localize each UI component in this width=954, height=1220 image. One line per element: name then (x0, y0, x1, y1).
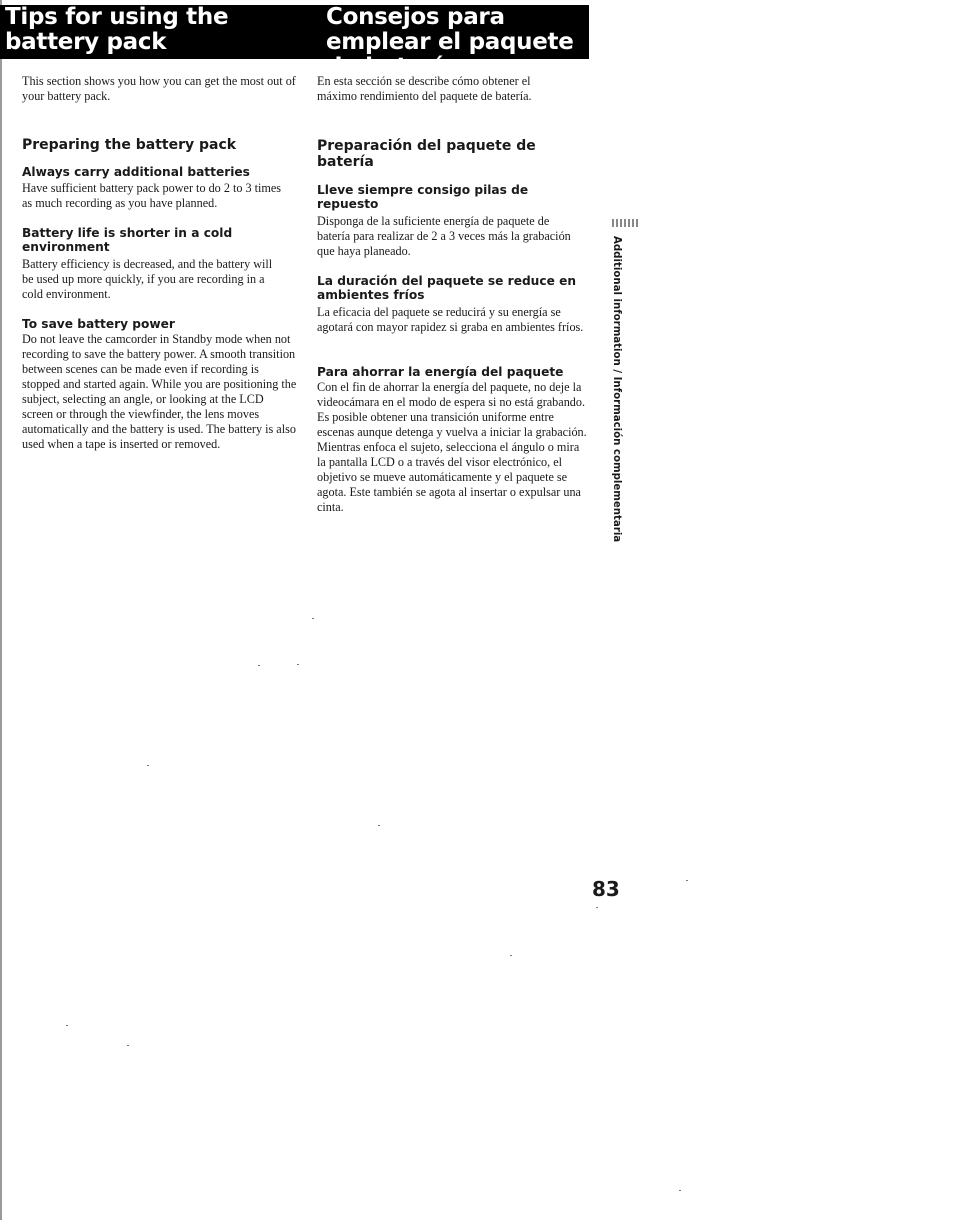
side-tab (609, 236, 623, 543)
page-number: 83 (592, 877, 620, 901)
spanish-section-heading: Preparación del paquete de batería (317, 138, 536, 170)
spanish-text-cold-environments: La eficacia del paquete se reducirá y su energía se agotará con mayor rapidez si graba en ambientes fríos. (317, 305, 584, 334)
english-subheading-carry-batteries: Always carry additional batteries (22, 165, 250, 179)
spanish-subheading-cold-environments: La duración del paquete se reduce en ambientes fríos (317, 274, 577, 302)
page-title-spanish: Consejos para emplear el paquete de batería (326, 4, 574, 80)
side-tab-marker (612, 219, 638, 227)
scan-speck (66, 1025, 68, 1026)
page-edge-shadow (0, 0, 2, 1220)
scan-speck (297, 664, 299, 665)
spanish-text-save-energy: Con el fin de ahorrar la energía del paquete, no deje la videocámara en el modo de espera si no está grabando. Es posible obtener una transición uniforme entre escenas aunque detenga y vuelva a iniciar la grabación. Mientras enfoca el sujeto, selecciona el ángulo o mira la pantalla LCD o a través del visor electrónico, el objetivo se mueve automáticamente y el paquete se agota. Este también se agota al insertar o expulsar una cinta. (317, 380, 587, 514)
side-tab-label: Additional information / Información complementaria (611, 236, 622, 543)
scan-speck (258, 665, 260, 666)
english-text-carry-batteries: Have sufficient battery pack power to do 2 to 3 times as much recording as you have planned. (22, 181, 282, 210)
english-text-save-power: Do not leave the camcorder in Standby mode when not recording to save the battery power. A smooth transition between scenes can be made even if recording is stopped and started again. While you are positioning the subject, selecting an angle, or looking at the LCD screen or through the viewfinder, the lens moves automatically and the battery is used. The battery is also used when a tape is inserted or removed. (22, 332, 297, 451)
scan-speck (147, 765, 149, 766)
scan-speck (596, 907, 598, 908)
spanish-intro: En esta sección se describe cómo obtener el máximo rendimiento del paquete de batería. (317, 74, 532, 103)
page-title-english: Tips for using the battery pack (5, 4, 229, 55)
english-intro: This section shows you how you can get the most out of your battery pack. (22, 74, 296, 103)
english-subheading-cold-environment: Battery life is shorter in a cold environment (22, 226, 233, 254)
spanish-text-spare-batteries: Disponga de la suficiente energía de paquete de batería para realizar de 2 a 3 veces más la grabación que haya planeado. (317, 214, 571, 258)
spanish-subheading-save-energy: Para ahorrar la energía del paquete (317, 365, 564, 379)
english-subheading-save-power: To save battery power (22, 317, 175, 331)
scan-speck (312, 618, 314, 619)
scan-speck (127, 1045, 129, 1046)
scan-speck (378, 825, 380, 826)
english-text-cold-environment: Battery efficiency is decreased, and the battery will be used up more quickly, if you are recording in a cold environment. (22, 257, 273, 301)
spanish-subheading-spare-batteries: Lleve siempre consigo pilas de repuesto (317, 183, 529, 211)
scan-speck (679, 1190, 681, 1191)
scan-speck (510, 955, 512, 956)
scan-speck (686, 880, 688, 881)
english-section-heading: Preparing the battery pack (22, 137, 237, 153)
